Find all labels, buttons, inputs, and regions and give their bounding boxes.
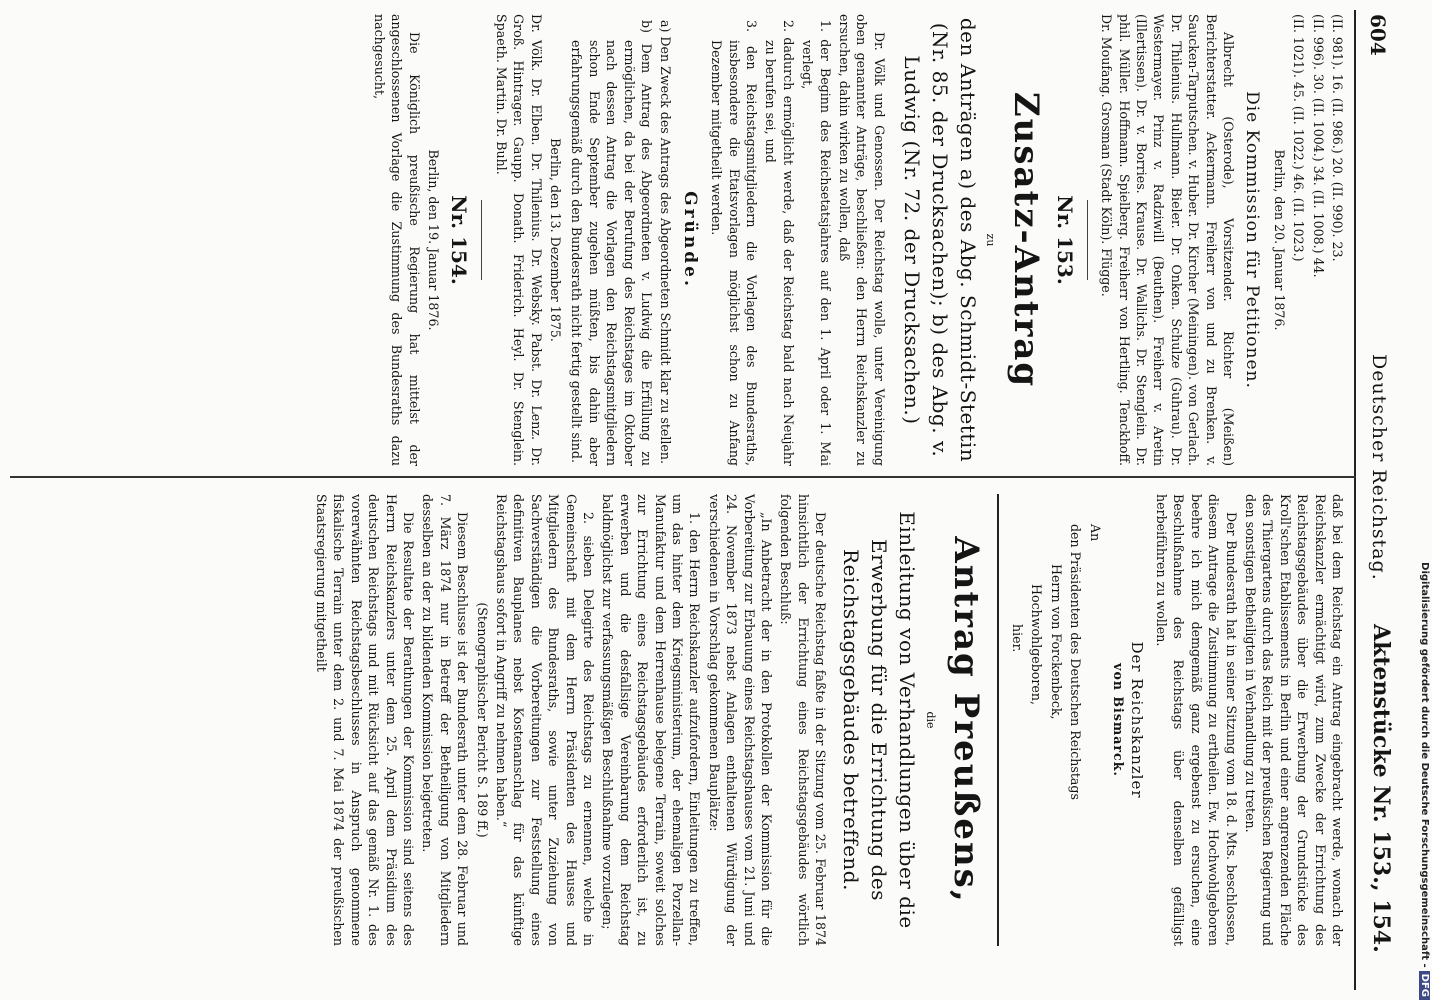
address-line: den Präsidenten des Deutschen Reichstags [1068,524,1084,800]
zusatz-antrag-title: Zusatz-Antrag [1006,91,1047,389]
address-line: An [1087,524,1103,542]
header-doc-numbers: Aktenstücke Nr. 153., 154. [1368,624,1394,953]
list-item: 1. der Beginn des Reichsetatsjahres auf den 1. April oder 1. Mai verlegt, [800,20,833,466]
separator-rule [1087,200,1088,280]
date-line: Berlin, den 19. Januar 1876. [425,149,441,331]
antrag-preussens-title: Antrag Preußens, [945,536,986,904]
paragraph: Diesem Beschlusse ist der Bundesrath unter dem 28. Februar und 7. März 1874 nur in Betreff der Betheiligung von Mitgliedern desselben an der zu bildenden Kommission beigetreten. [420,494,471,946]
dfg-logo: DFG [1419,971,1430,1000]
die-label: die [923,711,937,729]
signers: Dr. Völk. Dr. Elben. Dr. Thilenius. Dr. Websky. Pabst. Dr. Lenz. Dr. Groß. Hintrager. Gaupp. Donath. Friderich. Heyl. Dr. Stenglein. Spaeth. Martin. Dr. Buhl. [493,14,544,466]
list-item: b) Dem Antrag des Abgeordneten v. Ludwig die Erfüllung zu ermöglichen, da bei der Berufung des Reichstages im Oktober nach dessen Antrag die Vorlagen den Reichstagsmitgliedern schon Ende September zugehen müßten, bis dahin aber erfahrungsgemäß durch den Bundesrath nicht fertig gestellt sind. [569,20,655,466]
quote-item: 1. den Herrn Reichskanzler aufzufordern, Einleitungen zu treffen, um das hinter dem Kriegsministerium, der ehemaligen Porzellan-Manufaktur und dem Herrenhause belegene Terrain, soweit solches zur Errichtung eines Reichstagsgebäudes erforderlich ist, zu erwerben und die desfallsige Vereinbarung dem Reichstag baldmöglichst zur verfassungsmäßigen Beschlußnahme vorzulegen; [600,494,703,946]
signature-name: von Bismarck. [1111,663,1127,777]
gruende-items [568,14,674,466]
paragraph: Die Königlich preußische Regierung hat mittelst der angeschlossenen Vorlage die Zustimmung des Bundesraths dazu nachgesucht, [371,14,422,466]
quote-intro: „In Anbetracht der in den Protokollen der Kommission für die Vorbereitung zur Erbauung eines Reichstagshauses vom 21. Juni und 24. November 1873 nebst Anlagen enthaltenen Würdigung der verschiedenen in Vorschlag gekommenen Bauplätze: [706,494,775,946]
antrag-heading: Einleitung von Verhandlungen über die Erwerbung für die Errichtung des Reichstagsgebäudes betreffend. [839,511,920,929]
list-item: a) Den Zweck des Antrags des Abgeordneten Schmidt klar zu stellen. [658,20,674,464]
paragraph: Die Resultate der Berathungen der Kommission sind seitens des Herrn Reichskanzlers unter dem 25. April dem Präsidium des deutschen Reichstags und mit Rücksicht auf das gemäß Nr. 1. des vorerwähnten Reichstagsbeschlusses in Anspruch genommene fiskalische Terrain unter dem 2. und 7. Mai 1874 der preußischen Staatsregierung mitgetheilt [313,494,416,946]
signature-title: Der Reichskanzler [1127,641,1146,799]
document-number-153: Nr. 153. [1052,195,1077,285]
gruende-heading: Gründe. [679,191,700,289]
commission-heading: Die Kommission für Petitionen. [1242,91,1263,389]
digitization-watermark [1414,0,1430,1000]
header-rule [1354,10,1356,990]
paragraph: Der Bundesrath hat in seiner Sitzung vom 18. d. Mts. beschlossen, diesem Antrage die Zustimmung zu ertheilen. Ew. Hochwohlgeboren beehre ich mich demgemäß ganz ergebenst zu ersuchen, eine Beschlußnahme des Reichstags über denselben gefälligst herbeiführen zu wollen. [1153,494,1239,946]
left-column [368,14,1346,466]
reference-note: (Stenographischer Bericht S. 189 ff.) [474,602,490,838]
address-line: Hochwohlgeboren, [1029,584,1045,705]
document-number-154: Nr. 154. [447,195,472,285]
antrag-intro: Dr. Völk und Genossen. Der Reichstag wolle, unter Vereinigung oben genannter Anträge, beschließen: den Herrn Reichskanzler zu ersuchen, dahin wirken zu wollen, daß [837,14,887,466]
separator-rule [481,200,482,280]
commission-members: Albrecht (Osterode), Vorsitzender. Richter (Meißen) Berichterstatter. Ackermann. Freiherr von und zu Brenken. v. Saucken-Tarputschen. v. Huber. Dr. Kircher (Meiningen). von Gerlach. Dr. Thilenius. Hullmann. Bieler. Dr. Onken. Schulze (Guhrau). Dr. Westermayer. Prinz v. Radziwill (Beuthen). Freiherr v. Aretin (Illertissen). Dr. v. Borries. Krause. Dr. Wallichs. Dr. Stenglein. Dr. phil. Müller. Hoffmann. Spielberg. Freiherr von Hertling. Tenckhoff. Dr. Moufang. Grosman (Stadt Köln). Flügge. [1099,14,1236,466]
zu-label: zu [984,233,998,247]
address-line: hier. [1010,624,1026,653]
reference-line: (II. 1021). 45. (II. 1022.) 46. (II. 1023.) [1291,14,1307,262]
page-number: 604 [1366,14,1390,56]
watermark-text: Digitalisierung gefördert durch die Deutsche Forschungsgemeinschaft - [1419,562,1430,968]
address-line: Herrn von Forckenbeck, [1048,564,1064,720]
quote-item: 2. sieben Delegirte des Reichstags zu ernennen, welche in Gemeinschaft mit dem Herrn Präsidenten des Hauses und Mitgliedern des Bundesraths, sowie unter Zuziehung von Sachverständigen die Vorbereitungen zur Feststellung eines definitiven Bauplanes nebst Kostenanschlag für das künftige Reichstagshaus sofort in Angriff zu nehmen haben.“ [493,494,596,946]
date-line: Berlin, den 13. Dezember 1875. [548,138,563,342]
list-item: 3. den Reichstagsmitgliedern die Vorlagen des Bundesraths, insbesondere die Etatsvorlagen möglichst schon zu Anfang Dezember mitgetheilt werden. [709,20,760,466]
antrag-items [708,14,834,466]
right-column [311,494,1347,946]
page-header [1356,14,1402,990]
address-block [1009,524,1104,946]
antrag-subject: den Anträgen a) des Abg. Schmidt-Stettin (Nr. 85. der Drucksachen); b) des Abg. v. Ludwig (Nr. 72. der Drucksachen.) [899,17,980,463]
column-divider [10,476,1356,478]
paragraph: daß bei dem Reichstag ein Antrag eingebracht werde, wonach der Reichskanzler ermächtigt wird, zum Zwecke der Errichtung des Reichstagsgebäudes über die Erwerbung der Grundstücke des Kroll'schen Etablissements in Berlin und einer angrenzenden Fläche des Thiergartens durch das Reich mit der preußischen Regierung und den sonstigen Betheiligten in Verhandlung zu treten. [1242,494,1345,946]
reference-line: (II. 996). 30. (II. 1004.) 34. (II. 1008.) 44. [1310,14,1326,278]
paragraph: Der deutsche Reichstag faßte in der Sitzung vom 25. Februar 1874 hinsichtlich der Errichtung eines Reichstagsgebäudes wörtlich folgenden Beschluß: [778,494,829,946]
section-rule [997,494,999,946]
reference-line: (II. 981). 16. (II. 986.) 20. (II. 990). 23. [1330,14,1345,262]
list-item: 2. dadurch ermöglicht werde, daß der Reichstag bald nach Neujahr zu berufen sei, und [763,20,796,466]
header-title: Deutscher Reichstag. [1368,354,1390,581]
date-line: Berlin, den 20. Januar 1876. [1271,149,1287,331]
